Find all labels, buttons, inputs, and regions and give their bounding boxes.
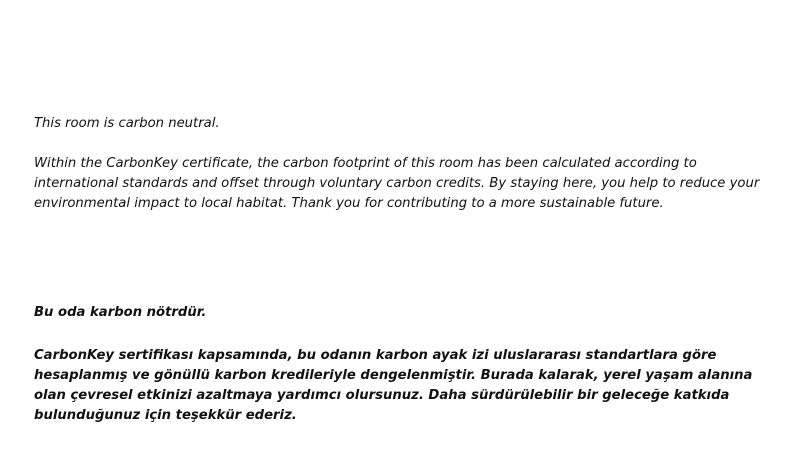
turkish-paragraph: CarbonKey sertifikası kapsamında, bu odanın karbon ayak izi uluslararası standartlara göre hesaplanmış ve gönüllü karbon kredileriyle dengelenmiştir. Burada kalarak, yerel yaşam alanına olan çevresel etkinizi azaltmaya yardımcı olursunuz. Daha sürdürülebilir bir geleceğe katkıda bulunduğunuz için teşekkür ederiz. bbox=[34, 348, 753, 423]
turkish-heading: Bu oda karbon nötrdür. bbox=[34, 305, 207, 320]
english-paragraph: Within the CarbonKey certificate, the carbon footprint of this room has been calculated according to international standards and offset through voluntary carbon credits. By staying here, you help to reduce your environmental impact to local habitat. Thank you for contributing to a more sustainable future. bbox=[34, 156, 760, 211]
english-heading: This room is carbon neutral. bbox=[34, 116, 220, 131]
